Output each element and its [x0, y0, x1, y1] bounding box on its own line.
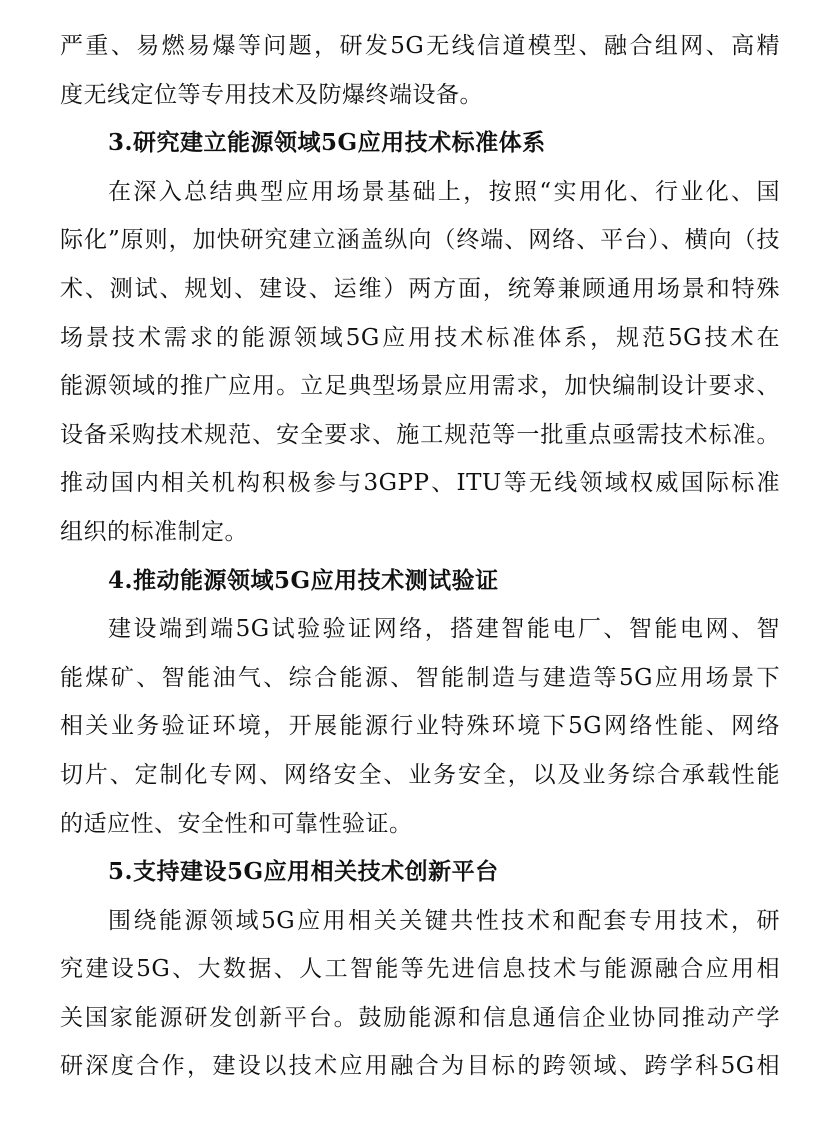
paragraph-line: 组织的标准制定。: [60, 518, 248, 545]
paragraph-line: 能煤矿、智能油气、综合能源、智能制造与建造等5G应用场景下: [60, 664, 780, 691]
paragraph-line: 的适应性、安全性和可靠性验证。: [60, 810, 413, 837]
paragraph-line: 能源领域的推广应用。立足典型场景应用需求，加快编制设计要求、: [60, 373, 780, 400]
paragraph-line: 切片、定制化专网、网络安全、业务安全，以及业务综合承载性能: [60, 761, 780, 788]
paragraph-line: 际化”原则，加快研究建立涵盖纵向（终端、网络、平台）、横向（技: [60, 227, 780, 254]
paragraph-line: 建设端到端5G试验验证网络，搭建智能电厂、智能电网、智: [108, 616, 780, 643]
paragraph-line: 在深入总结典型应用场景基础上，按照“实用化、行业化、国: [108, 178, 780, 205]
paragraph-line: 究建设5G、大数据、人工智能等先进信息技术与能源融合应用相: [60, 956, 780, 983]
paragraph-line: 术、测试、规划、建设、运维）两方面，统筹兼顾通用场景和特殊: [60, 275, 780, 302]
paragraph-line: 严重、易燃易爆等问题，研发5G无线信道模型、融合组网、高精: [60, 33, 780, 59]
paragraph-line: 场景技术需求的能源领域5G应用技术标准体系，规范5G技术在: [60, 324, 780, 351]
section-heading: 4.推动能源领域5G应用技术测试验证: [108, 566, 499, 594]
section-heading: 5.支持建设5G应用相关技术创新平台: [108, 858, 499, 886]
paragraph-line: 设备采购技术规范、安全要求、施工规范等一批重点亟需技术标准。: [60, 421, 780, 448]
paragraph-line: 相关业务验证环境，开展能源行业特殊环境下5G网络性能、网络: [60, 713, 780, 740]
paragraph-line: 度无线定位等专用技术及防爆终端设备。: [60, 81, 483, 108]
paragraph-line: 推动国内相关机构积极参与3GPP、ITU等无线领域权威国际标准: [60, 470, 780, 497]
document-page: [60, 22, 780, 1091]
paragraph-line: 研深度合作，建设以技术应用融合为目标的跨领域、跨学科5G相: [60, 1053, 780, 1080]
paragraph-line: 围绕能源领域5G应用相关关键共性技术和配套专用技术，研: [108, 907, 780, 934]
paragraph-line: 关国家能源研发创新平台。鼓励能源和信息通信企业协同推动产学: [60, 1004, 780, 1031]
section-heading: 3.研究建立能源领域5G应用技术标准体系: [108, 129, 546, 157]
